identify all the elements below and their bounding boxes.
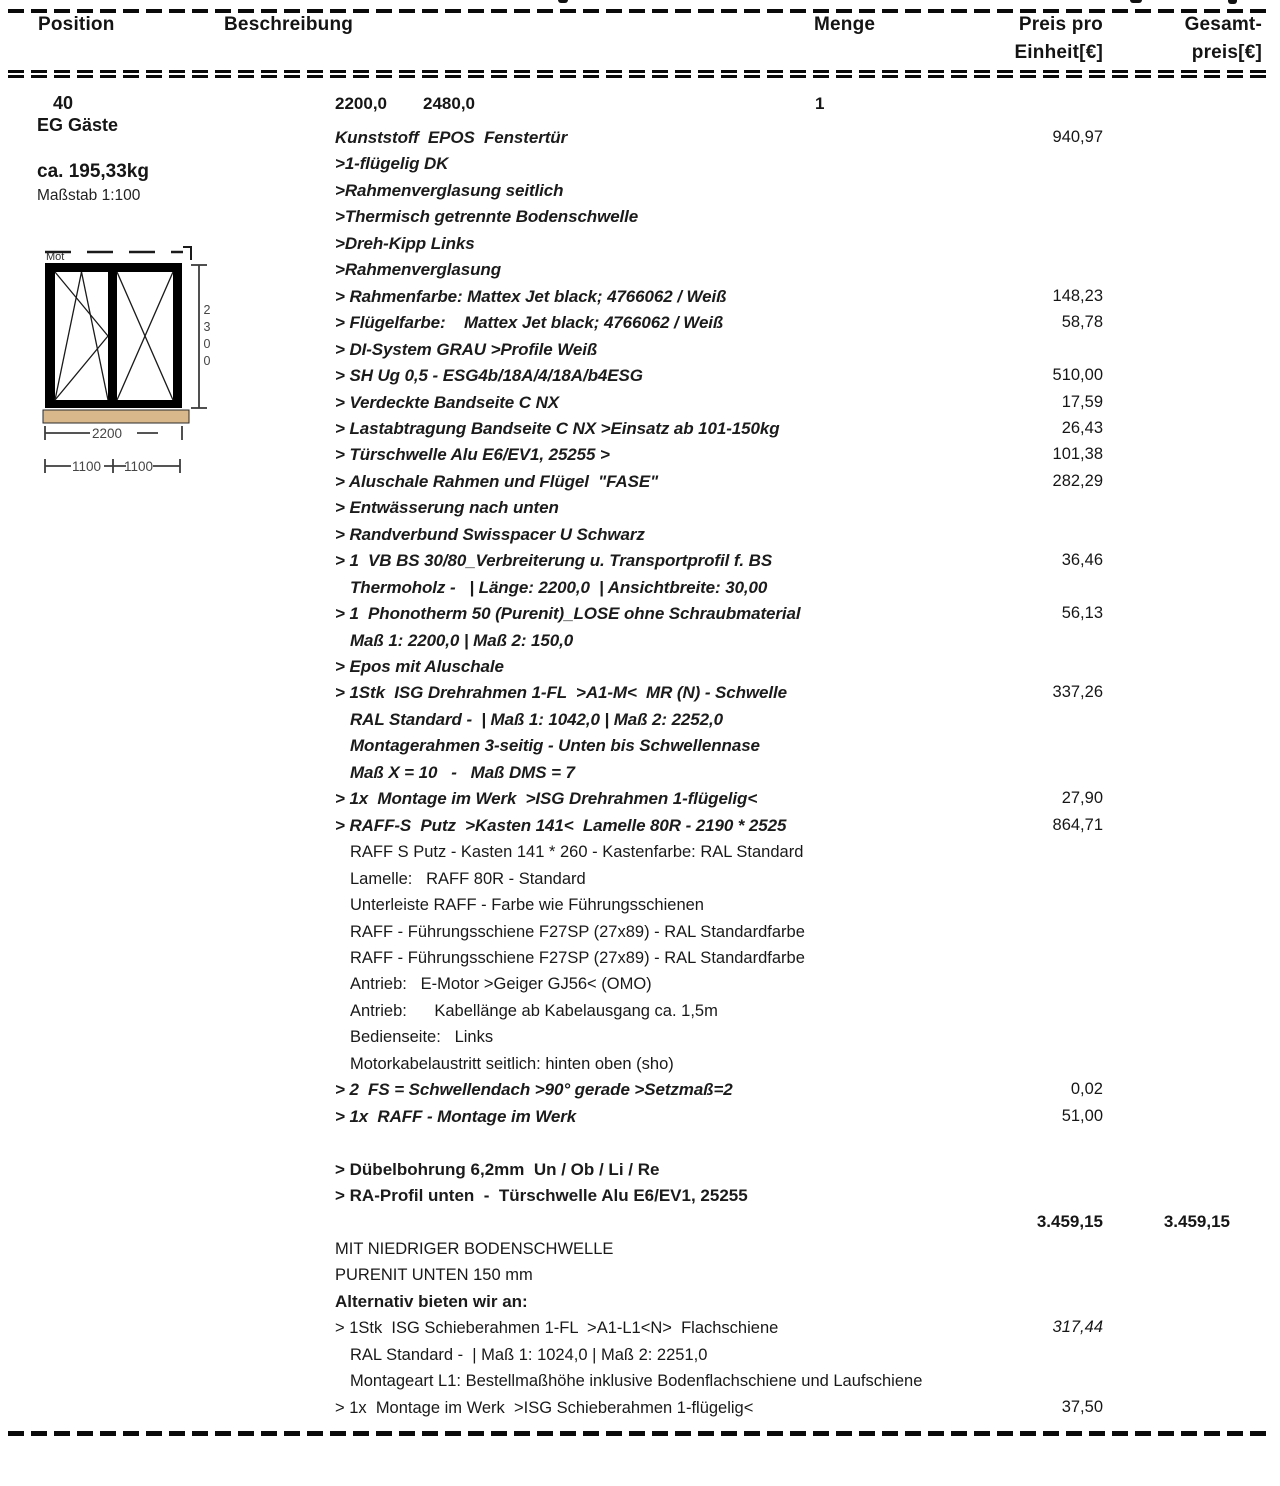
description-line: > 1x RAFF - Montage im Werk (335, 1107, 577, 1126)
description-line: PURENIT UNTEN 150 mm (335, 1266, 533, 1284)
item-quantity: 1 (815, 94, 825, 113)
unit-price: 282,29 (1052, 472, 1103, 490)
description-line: > RA-Profil unten - Türschwelle Alu E6/EV1, 25255 (335, 1186, 748, 1205)
description-line: Alternativ bieten wir an: (335, 1292, 528, 1311)
unit-price: 56,13 (1061, 604, 1103, 622)
unit-price: 58,78 (1061, 313, 1103, 331)
lintel-corner-bracket (183, 247, 191, 260)
description-line: Montagerahmen 3-seitig - Unten bis Schwellennase (350, 736, 760, 755)
description-line: > Randverbund Swisspacer U Schwarz (335, 525, 645, 544)
header-rule-lower (8, 75, 1271, 78)
description-line: > Rahmenfarbe: Mattex Jet black; 4766062 / Weiß (335, 287, 727, 306)
column-header-beschreibung: Beschreibung (224, 14, 354, 35)
half-width-dimension-line (45, 459, 180, 473)
description-line: Antrieb: Kabellänge ab Kabelausgang ca. 1,5m (350, 1002, 718, 1020)
column-header-einheit: Einheit[€] (1014, 42, 1103, 63)
description-line: Kunststoff EPOS Fenstertür (335, 128, 568, 147)
item-scale: Maßstab 1:100 (37, 187, 141, 204)
unit-price: 864,71 (1052, 816, 1103, 834)
description-line: > SH Ug 0,5 - ESG4b/18A/4/18A/b4ESG (335, 366, 643, 385)
description-line: > RAFF-S Putz >Kasten 141< Lamelle 80R - 2190 * 2525 (335, 816, 787, 835)
description-line: RAFF S Putz - Kasten 141 * 260 - Kastenfarbe: RAL Standard (350, 843, 804, 861)
description-line: > 1 VB BS 30/80_Verbreiterung u. Transportprofil f. BS (335, 551, 773, 570)
description-line: >Dreh-Kipp Links (335, 234, 475, 253)
description-line: > Epos mit Aluschale (335, 657, 504, 676)
description-line: > 1Stk ISG Drehrahmen 1-FL >A1-M< MR (N) - Schwelle (335, 683, 787, 702)
description-line: > Flügelfarbe: Mattex Jet black; 4766062 / Weiß (335, 313, 724, 332)
width-dimension-label: 2200 (92, 426, 123, 441)
description-line: > 2 FS = Schwellendach >90° gerade >Setzmaß=2 (335, 1080, 733, 1099)
half-width-dimension-label-right: 1100 (124, 459, 154, 474)
description-line: RAL Standard - | Maß 1: 1042,0 | Maß 2: 2252,0 (350, 710, 723, 729)
item-width: 2200,0 (335, 94, 387, 113)
column-header-gesamt: Gesamt- (1184, 14, 1262, 35)
unit-price: 26,43 (1061, 419, 1103, 437)
unit-price: 3.459,15 (1036, 1212, 1103, 1231)
unit-price: 27,90 (1061, 789, 1103, 807)
column-header-preis-pro: Preis pro (1018, 14, 1103, 35)
description-line: RAFF - Führungsschiene F27SP (27x89) - RAL Standardfarbe (350, 923, 805, 941)
description-line: > 1x Montage im Werk >ISG Schieberahmen 1-flügelig< (335, 1399, 754, 1417)
description-line: >Rahmenverglasung seitlich (335, 181, 564, 200)
clipped-text-fragment (558, 0, 568, 3)
description-line: > Dübelbohrung 6,2mm Un / Ob / Li / Re (335, 1160, 660, 1179)
unit-price: 37,50 (1061, 1398, 1103, 1416)
description-line: > Lastabtragung Bandseite C NX >Einsatz ab 101-150kg (335, 419, 780, 438)
unit-price: 101,38 (1052, 445, 1103, 463)
description-line: Bedienseite: Links (350, 1028, 494, 1046)
height-dimension-label: 2300 (200, 303, 214, 371)
column-header-position: Position (38, 14, 115, 35)
description-line: >Thermisch getrennte Bodenschwelle (335, 207, 639, 226)
description-line: Lamelle: RAFF 80R - Standard (350, 870, 586, 888)
description-line: RAL Standard - | Maß 1: 1024,0 | Maß 2: 2251,0 (350, 1346, 708, 1364)
unit-price: 36,46 (1061, 551, 1103, 569)
column-header-menge: Menge (814, 14, 876, 35)
description-line: >1-flügelig DK (335, 154, 449, 173)
unit-price: 510,00 (1052, 366, 1103, 384)
description-line: Thermoholz - | Länge: 2200,0 | Ansichtbreite: 30,00 (350, 578, 768, 597)
item-height: 2480,0 (423, 94, 475, 113)
bottom-rule (8, 1431, 1271, 1436)
description-line: MIT NIEDRIGER BODENSCHWELLE (335, 1240, 614, 1258)
description-line: Motorkabelaustritt seitlich: hinten oben (sho) (350, 1055, 674, 1073)
window-sill (43, 410, 189, 423)
description-line: > Aluschale Rahmen und Flügel "FASE" (335, 472, 659, 491)
header-rule-upper (8, 70, 1271, 73)
unit-price: 17,59 (1061, 393, 1103, 411)
total-price: 3.459,15 (1163, 1212, 1230, 1231)
clipped-text-fragment (1228, 0, 1237, 4)
description-line: >Rahmenverglasung (335, 260, 501, 279)
description-line: > Verdeckte Bandseite C NX (335, 393, 560, 412)
unit-price: 0,02 (1070, 1080, 1103, 1098)
description-line: RAFF - Führungsschiene F27SP (27x89) - RAL Standardfarbe (350, 949, 805, 967)
unit-price: 317,44 (1052, 1318, 1103, 1336)
item-position-number: 40 (53, 93, 74, 113)
unit-price: 51,00 (1061, 1107, 1103, 1125)
description-line: Antrieb: E-Motor >Geiger GJ56< (OMO) (350, 975, 652, 993)
motor-label: Mot (46, 251, 65, 263)
description-line: > 1 Phonotherm 50 (Purenit)_LOSE ohne Schraubmaterial (335, 604, 801, 623)
description-line: > 1x Montage im Werk >ISG Drehrahmen 1-flügelig< (335, 789, 758, 808)
description-line: Montageart L1: Bestellmaßhöhe inklusive Bodenflachschiene und Laufschiene (350, 1372, 923, 1390)
description-line: > Entwässerung nach unten (335, 498, 559, 517)
unit-price: 337,26 (1052, 683, 1103, 701)
column-header-gesamtpreis: preis[€] (1191, 42, 1262, 63)
description-line: Maß 1: 2200,0 | Maß 2: 150,0 (350, 631, 574, 650)
description-line: Maß X = 10 - Maß DMS = 7 (350, 763, 575, 782)
item-weight: ca. 195,33kg (37, 161, 149, 182)
description-line: > 1Stk ISG Schieberahmen 1-FL >A1-L1<N> Flachschiene (335, 1319, 779, 1337)
description-line: > DI-System GRAU >Profile Weiß (335, 340, 598, 359)
unit-price: 940,97 (1052, 128, 1103, 146)
half-width-dimension-label-left: 1100 (72, 459, 102, 474)
clipped-text-fragment (1130, 0, 1142, 3)
item-location: EG Gäste (37, 115, 119, 135)
unit-price: 148,23 (1052, 287, 1103, 305)
top-rule (8, 9, 1271, 13)
description-line: > Türschwelle Alu E6/EV1, 25255 > (335, 445, 610, 464)
description-line: Unterleiste RAFF - Farbe wie Führungsschienen (350, 896, 704, 914)
window-pane-left (55, 272, 108, 400)
